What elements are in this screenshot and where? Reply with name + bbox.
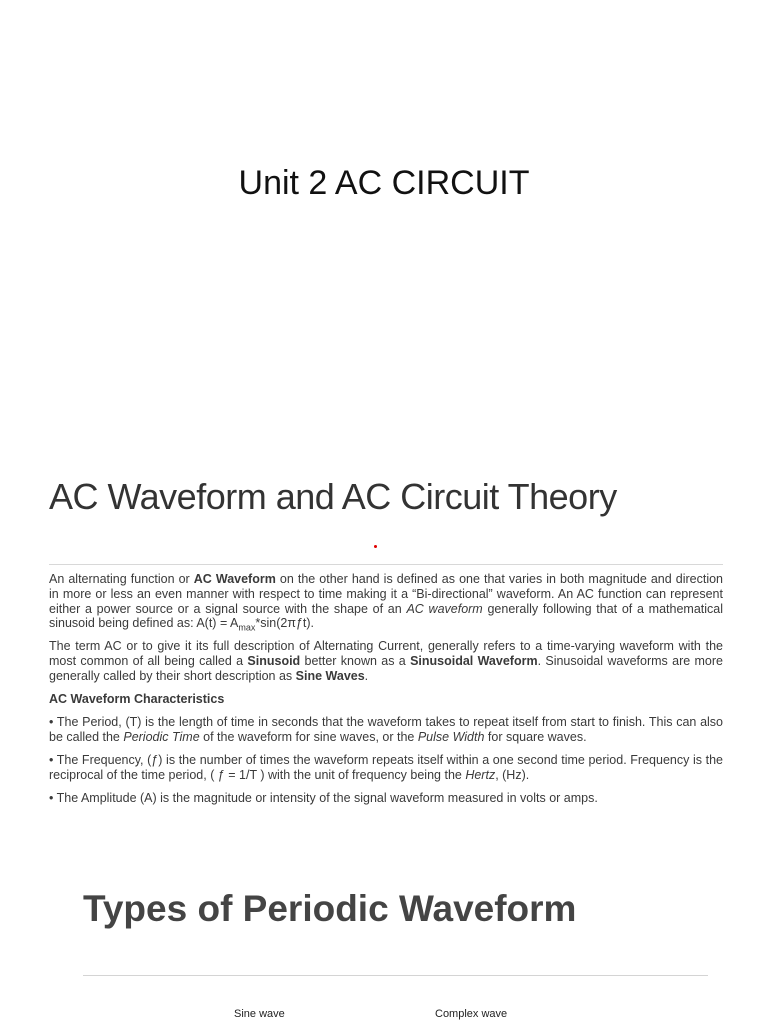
text-run: . <box>364 668 369 683</box>
paragraph-ac-term <box>49 639 723 683</box>
italic-term: Pulse Width <box>417 730 485 745</box>
bold-term: Sinusoidal Waveform <box>410 653 538 668</box>
text-run: An alternating function or <box>49 572 194 586</box>
text-run: • The Frequency, (ƒ) is the number of times the waveform repeats itself within a one second time period. Frequency is the reciprocal of the time period, ( ƒ = 1/T ) with the unit of frequency being the <box>49 752 723 782</box>
subscript: max <box>238 622 256 633</box>
text-run: The term AC or to give it its full description of Alternating Current, generally refers to a time-varying waveform with the most common of all being called a <box>49 639 723 668</box>
italic-term: Hertz <box>465 767 496 782</box>
text-run: better known as a <box>300 653 411 668</box>
ac-waveform-slide <box>0 440 768 850</box>
slide-title: Unit 2 AC CIRCUIT <box>238 164 530 202</box>
italic-term: AC waveform <box>406 601 483 616</box>
red-dot-marker <box>374 545 377 548</box>
bold-term: Sine Waves <box>295 668 365 683</box>
divider <box>83 975 708 976</box>
bold-term: Sinusoid <box>247 653 301 668</box>
italic-term: Periodic Time <box>123 730 200 745</box>
complex-wave-label: Complex wave <box>435 1008 508 1020</box>
sine-wave-label: Sine wave <box>234 1008 285 1020</box>
text-run: on the other hand is defined as one that varies in both magnitude and direction in more or less an even manner with respect to time making it a “Bi-directional” waveform. An AC function can represent either a power source or a signal source with the shape of an <box>49 572 723 616</box>
title-slide <box>0 0 768 440</box>
paragraph-ac-function <box>49 572 723 631</box>
text-run: for square waves. <box>484 730 587 745</box>
text-run: generally following that of a mathematical sinusoid being defined as: A(t) = A <box>49 601 724 631</box>
subheading: AC Waveform Characteristics <box>49 691 225 706</box>
bullet-period <box>49 715 723 745</box>
divider <box>49 564 723 565</box>
text-run: • The Period, (T) is the length of time in seconds that the waveform takes to repeat itself from start to finish. This can also be called the <box>49 715 723 745</box>
text-run: . Sinusoidal waveforms are more generally called by their short description as <box>49 653 723 683</box>
bold-term: AC Waveform <box>193 572 276 586</box>
slide-heading: Types of Periodic Waveform <box>83 888 577 929</box>
text-run: of the waveform for sine waves, or the <box>199 730 418 745</box>
bullet-amplitude: • The Amplitude (A) is the magnitude or intensity of the signal waveform measured in volts or amps. <box>49 790 598 805</box>
slide-heading: AC Waveform and AC Circuit Theory <box>49 476 617 517</box>
periodic-waveform-slide <box>0 850 768 1024</box>
bullet-frequency <box>49 753 723 783</box>
slide-body <box>49 572 723 813</box>
text-run: *sin(2πƒt). <box>255 616 315 631</box>
text-run: , (Hz). <box>495 767 530 782</box>
